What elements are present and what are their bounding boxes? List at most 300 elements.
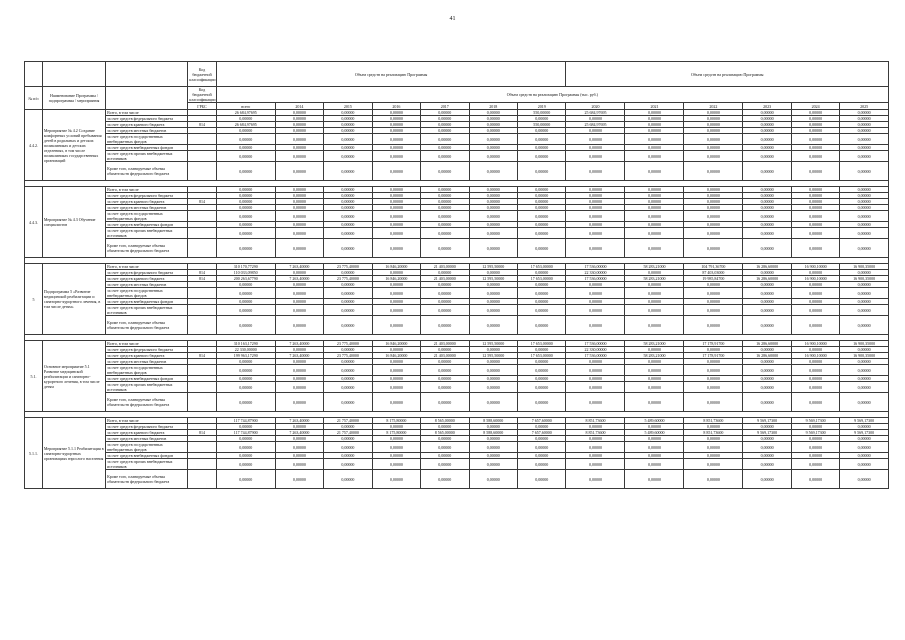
table-row	[25, 239, 889, 258]
amount-cell: 0,00000	[743, 470, 791, 489]
amount-cell: 0,00000	[840, 347, 889, 353]
amount-cell: 0,00000	[372, 299, 420, 305]
amount-cell: 0,00000	[517, 359, 566, 365]
amount-cell: 0,00000	[625, 222, 684, 228]
funding-source: за счет средств краевого бюджета	[106, 122, 188, 128]
table-row	[25, 228, 889, 239]
grbs-code	[188, 151, 216, 162]
amount-cell: 0,00000	[684, 187, 743, 193]
amount-cell: 0,00000	[743, 365, 791, 376]
amount-cell: 0,00000	[840, 239, 889, 258]
amount-cell: 58 283,21000	[625, 353, 684, 359]
amount-cell: 0,00000	[275, 453, 323, 459]
amount-cell: 16 900,35000	[840, 353, 889, 359]
amount-cell: 0,00000	[469, 205, 517, 211]
amount-cell: 0,00000	[566, 116, 625, 122]
amount-cell: 12 595,50000	[469, 264, 517, 270]
amount-cell: 0,00000	[791, 365, 839, 376]
funding-source: за счет средств местных бюджетов	[106, 436, 188, 442]
amount-cell: 0,00000	[684, 199, 743, 205]
amount-cell: 0,00000	[566, 222, 625, 228]
funding-source: за счет средств государственных внебюджетных фондов	[106, 211, 188, 222]
amount-cell: 16 900,10000	[791, 264, 839, 270]
year-header: 2022	[684, 103, 743, 110]
amount-cell: 0,00000	[566, 211, 625, 222]
amount-cell: 0,00000	[216, 316, 275, 335]
amount-cell: 0,00000	[791, 134, 839, 145]
funding-source: за счет средств прочих внебюджетных источников	[106, 228, 188, 239]
amount-cell: 0,00000	[743, 376, 791, 382]
amount-cell: 0,00000	[684, 376, 743, 382]
funding-source: за счет средств местных бюджетов	[106, 205, 188, 211]
amount-cell: 0,00000	[840, 470, 889, 489]
row-number: 5.1.	[25, 341, 43, 412]
amount-cell: 0,00000	[517, 128, 566, 134]
amount-cell: 0,00000	[791, 228, 839, 239]
amount-cell: 0,00000	[625, 442, 684, 453]
amount-cell: 0,00000	[517, 199, 566, 205]
amount-cell: 0,00000	[684, 222, 743, 228]
amount-cell: 0,00000	[517, 162, 566, 181]
amount-cell: 0,00000	[684, 470, 743, 489]
amount-cell: 7 263,40000	[275, 418, 323, 424]
amount-cell: 0,00000	[684, 442, 743, 453]
amount-cell: 0,00000	[216, 134, 275, 145]
amount-cell: 0,00000	[275, 134, 323, 145]
year-header: 2020	[566, 103, 625, 110]
amount-cell: 0,00000	[275, 282, 323, 288]
amount-cell: 0,00000	[791, 187, 839, 193]
amount-cell: 0,00000	[324, 288, 372, 299]
amount-cell: 0,00000	[791, 270, 839, 276]
header-blank	[106, 87, 188, 110]
amount-cell: 0,00000	[372, 459, 420, 470]
amount-cell: 0,00000	[517, 459, 566, 470]
amount-cell: 0,00000	[840, 393, 889, 412]
amount-cell: 0,00000	[275, 442, 323, 453]
amount-cell: 0,00000	[469, 470, 517, 489]
amount-cell: 0,00000	[840, 193, 889, 199]
amount-cell: 16 900,35000	[840, 341, 889, 347]
amount-cell: 0,00000	[372, 382, 420, 393]
year-header: 2023	[743, 103, 791, 110]
year-header: 2015	[324, 103, 372, 110]
grbs-code: 814	[188, 276, 216, 282]
amount-cell: 0,00000	[517, 299, 566, 305]
amount-cell: 0,00000	[517, 436, 566, 442]
funding-source: за счет средств местных бюджетов	[106, 128, 188, 134]
table-row	[25, 470, 889, 489]
amount-cell: 0,00000	[625, 145, 684, 151]
amount-cell: 0,00000	[625, 470, 684, 489]
amount-cell: 0,00000	[625, 134, 684, 145]
amount-cell: 58 283,21000	[625, 276, 684, 282]
amount-cell: 110 033,09850	[216, 270, 275, 276]
amount-cell: 0,00000	[743, 211, 791, 222]
amount-cell: 9 569,17300	[791, 430, 839, 436]
amount-cell: 0,00000	[743, 288, 791, 299]
amount-cell: 0,00000	[324, 211, 372, 222]
amount-cell: 0,00000	[791, 299, 839, 305]
funding-source: Кроме того, планируемые объемы обязательств федерального бюджета	[106, 393, 188, 412]
grbs-code: 814	[188, 430, 216, 436]
amount-cell: 0,00000	[566, 442, 625, 453]
grbs-code	[188, 228, 216, 239]
funding-source: за счет средств государственных внебюджетных фондов	[106, 365, 188, 376]
amount-cell: 16 846,20000	[372, 341, 420, 347]
amount-cell: 0,00000	[840, 442, 889, 453]
amount-cell: 0,00000	[372, 288, 420, 299]
amount-cell: 0,00000	[421, 442, 469, 453]
amount-cell: 0,00000	[275, 211, 323, 222]
amount-cell: 0,00000	[625, 205, 684, 211]
amount-cell: 0,00000	[517, 145, 566, 151]
amount-cell: 0,00000	[517, 305, 566, 316]
amount-cell: 0,00000	[216, 442, 275, 453]
amount-cell: 0,00000	[275, 365, 323, 376]
amount-cell: 0,00000	[275, 376, 323, 382]
amount-cell: 0,00000	[216, 211, 275, 222]
amount-cell: 199 963,17290	[216, 353, 275, 359]
amount-cell: 0,00000	[216, 376, 275, 382]
amount-cell: 0,00000	[791, 453, 839, 459]
year-header: 2024	[791, 103, 839, 110]
amount-cell: 12 595,50000	[469, 276, 517, 282]
amount-cell: 0,00000	[469, 193, 517, 199]
amount-cell: 0,00000	[372, 424, 420, 430]
amount-cell: 0,00000	[421, 436, 469, 442]
year-header: 2014	[275, 103, 323, 110]
amount-cell: 0,00000	[684, 116, 743, 122]
amount-cell: 7 263,40000	[275, 276, 323, 282]
amount-cell: 0,00000	[372, 151, 420, 162]
funding-source: за счет средств местных бюджетов	[106, 359, 188, 365]
amount-cell: 0,00000	[743, 116, 791, 122]
amount-cell: 0,00000	[275, 288, 323, 299]
amount-cell: 0,00000	[275, 199, 323, 205]
amount-cell: 0,00000	[216, 424, 275, 430]
funding-source: Кроме того, планируемые объемы обязательств федерального бюджета	[106, 316, 188, 335]
amount-cell: 0,00000	[421, 145, 469, 151]
amount-cell: 0,00000	[275, 193, 323, 199]
amount-cell: 0,00000	[216, 228, 275, 239]
amount-cell: 0,00000	[743, 145, 791, 151]
amount-cell: 0,00000	[469, 305, 517, 316]
amount-cell: 0,00000	[743, 187, 791, 193]
amount-cell: 0,00000	[566, 288, 625, 299]
amount-cell: 0,00000	[216, 162, 275, 181]
amount-cell: 12 595,50000	[469, 353, 517, 359]
amount-cell: 0,00000	[324, 122, 372, 128]
amount-cell: 0,00000	[275, 459, 323, 470]
amount-cell: 0,00000	[684, 122, 743, 128]
amount-cell: 0,00000	[324, 193, 372, 199]
amount-cell: 0,00000	[372, 376, 420, 382]
amount-cell: 0,00000	[840, 116, 889, 122]
amount-cell: 0,00000	[566, 205, 625, 211]
amount-cell: 0,00000	[324, 442, 372, 453]
amount-cell: 200 263,67790	[216, 276, 275, 282]
amount-cell: 0,00000	[216, 193, 275, 199]
amount-cell: 0,00000	[372, 199, 420, 205]
amount-cell: 0,00000	[791, 282, 839, 288]
amount-cell: 550,00000	[517, 110, 566, 116]
amount-cell: 0,00000	[372, 359, 420, 365]
amount-cell: 0,00000	[791, 162, 839, 181]
amount-cell: 0,00000	[840, 211, 889, 222]
amount-cell: 8 851,73600	[566, 418, 625, 424]
amount-cell: 0,00000	[684, 282, 743, 288]
amount-cell: 8 175,80000	[372, 430, 420, 436]
amount-cell: 0,00000	[469, 134, 517, 145]
amount-cell: 0,00000	[840, 128, 889, 134]
table-row	[25, 316, 889, 335]
amount-cell: 16 286,60000	[743, 276, 791, 282]
amount-cell: 23 775,40000	[324, 353, 372, 359]
amount-cell: 0,00000	[275, 270, 323, 276]
grbs-code: 814	[188, 122, 216, 128]
amount-cell: 0,00000	[372, 393, 420, 412]
table-row	[25, 442, 889, 453]
amount-cell: 0,00000	[566, 151, 625, 162]
amount-cell: 0,00000	[469, 116, 517, 122]
amount-cell: 0,00000	[517, 365, 566, 376]
year-header: всего	[216, 103, 275, 110]
funding-source: за счет средств прочих внебюджетных источников	[106, 151, 188, 162]
amount-cell: 0,00000	[743, 228, 791, 239]
amount-cell: 0,00000	[517, 393, 566, 412]
amount-cell: 0,00000	[469, 365, 517, 376]
amount-cell: 0,00000	[517, 453, 566, 459]
amount-cell: 0,00000	[216, 393, 275, 412]
grbs-code	[188, 162, 216, 181]
amount-cell: 7 263,40000	[275, 341, 323, 347]
amount-cell: 0,00000	[324, 239, 372, 258]
amount-cell: 0,00000	[840, 270, 889, 276]
amount-cell: 0,00000	[840, 436, 889, 442]
amount-cell: 0,00000	[324, 228, 372, 239]
header-number: № п/п	[25, 87, 43, 110]
table-row	[25, 211, 889, 222]
amount-cell: 16 286,60000	[743, 264, 791, 270]
row-number: 5.1.1.	[25, 418, 43, 489]
amount-cell: 0,00000	[275, 470, 323, 489]
amount-cell: 0,00000	[216, 453, 275, 459]
amount-cell: 0,00000	[791, 382, 839, 393]
amount-cell: 0,00000	[517, 424, 566, 430]
amount-cell: 0,00000	[324, 116, 372, 122]
amount-cell: 0,00000	[517, 228, 566, 239]
amount-cell: 0,00000	[372, 316, 420, 335]
amount-cell: 0,00000	[421, 393, 469, 412]
amount-cell: 0,00000	[791, 316, 839, 335]
amount-cell: 0,00000	[566, 359, 625, 365]
amount-cell: 0,00000	[684, 305, 743, 316]
amount-cell: 0,00000	[216, 470, 275, 489]
amount-cell: 0,00000	[469, 453, 517, 459]
amount-cell: 0,00000	[324, 299, 372, 305]
funding-source: за счет средств федерального бюджета	[106, 270, 188, 276]
amount-cell: 0,00000	[566, 459, 625, 470]
amount-cell: 16 846,20000	[372, 264, 420, 270]
amount-cell: 8 851,73600	[684, 430, 743, 436]
year-header: 2019	[517, 103, 566, 110]
amount-cell: 310 170,77290	[216, 264, 275, 270]
amount-cell: 0,00000	[372, 270, 420, 276]
amount-cell: 0,00000	[372, 282, 420, 288]
amount-cell: 0,00000	[566, 145, 625, 151]
amount-cell: 0,00000	[566, 299, 625, 305]
header-grbs: ГРБС	[188, 103, 216, 110]
amount-cell: 0,00000	[421, 122, 469, 128]
amount-cell: 0,00000	[840, 288, 889, 299]
amount-cell: 0,00000	[469, 282, 517, 288]
grbs-code	[188, 288, 216, 299]
amount-cell: 7 263,40000	[275, 353, 323, 359]
funding-source: Всего, в том числе	[106, 341, 188, 347]
amount-cell: 0,00000	[743, 424, 791, 430]
amount-cell: 0,00000	[840, 316, 889, 335]
table-row	[25, 382, 889, 393]
amount-cell: 0,00000	[840, 305, 889, 316]
amount-cell: 0,00000	[840, 199, 889, 205]
amount-cell: 117 744,87900	[216, 430, 275, 436]
amount-cell: 0,00000	[566, 134, 625, 145]
amount-cell: 0,00000	[791, 470, 839, 489]
amount-cell: 0,00000	[625, 239, 684, 258]
amount-cell: 0,00000	[275, 222, 323, 228]
amount-cell: 0,00000	[469, 442, 517, 453]
amount-cell: 16 900,35000	[840, 276, 889, 282]
amount-cell: 0,00000	[684, 145, 743, 151]
amount-cell: 21 403,00000	[421, 276, 469, 282]
amount-cell: 0,00000	[791, 128, 839, 134]
grbs-code	[188, 382, 216, 393]
amount-cell: 21 403,00000	[421, 353, 469, 359]
grbs-code: 814	[188, 199, 216, 205]
row-name: Мероприятие № 4.2 Создание комфортных условий пребывания детей в родильных и детских поликлиниках и детских отделениях, в том числе поликлиниках государственных организаций	[42, 110, 105, 181]
amount-cell: 0,00000	[372, 205, 420, 211]
header-blank	[106, 62, 188, 87]
amount-cell: 0,00000	[625, 453, 684, 459]
header-volume-sub: Объем средств на реализацию Программы (тыс. руб.)	[216, 87, 888, 103]
amount-cell: 9 569,17300	[743, 430, 791, 436]
amount-cell: 0,00000	[625, 299, 684, 305]
amount-cell: 25 684,97695	[566, 122, 625, 128]
amount-cell: 0,00000	[625, 393, 684, 412]
amount-cell: 0,00000	[421, 376, 469, 382]
amount-cell: 0,00000	[324, 187, 372, 193]
amount-cell: 0,00000	[421, 459, 469, 470]
amount-cell: 0,00000	[566, 193, 625, 199]
funding-source: за счет средств прочих внебюджетных источников	[106, 459, 188, 470]
amount-cell: 0,00000	[791, 151, 839, 162]
year-header: 2021	[625, 103, 684, 110]
header-volume-left: Объем средств на реализацию Программы	[216, 62, 566, 87]
amount-cell: 7 657,60000	[517, 430, 566, 436]
amount-cell: 0,00000	[469, 199, 517, 205]
amount-cell: 0,00000	[517, 211, 566, 222]
amount-cell: 0,00000	[684, 347, 743, 353]
amount-cell: 0,00000	[791, 288, 839, 299]
amount-cell: 0,00000	[469, 382, 517, 393]
amount-cell: 0,00000	[840, 359, 889, 365]
amount-cell: 0,00000	[840, 122, 889, 128]
amount-cell: 0,00000	[216, 128, 275, 134]
funding-source: за счет средств краевого бюджета	[106, 430, 188, 436]
amount-cell: 0,00000	[566, 436, 625, 442]
amount-cell: 0,00000	[324, 382, 372, 393]
amount-cell: 0,00000	[791, 359, 839, 365]
amount-cell: 21 757,40000	[324, 430, 372, 436]
amount-cell: 0,00000	[791, 305, 839, 316]
amount-cell: 17 536,00000	[566, 353, 625, 359]
amount-cell: 0,00000	[275, 239, 323, 258]
amount-cell: 8 851,73600	[684, 418, 743, 424]
amount-cell: 0,00000	[216, 145, 275, 151]
amount-cell: 0,00000	[625, 424, 684, 430]
amount-cell: 7 263,40000	[275, 264, 323, 270]
amount-cell: 0,00000	[566, 162, 625, 181]
amount-cell: 0,00000	[372, 187, 420, 193]
amount-cell: 0,00000	[791, 193, 839, 199]
amount-cell: 0,00000	[469, 110, 517, 116]
amount-cell: 8 175,80000	[372, 418, 420, 424]
amount-cell: 0,00000	[324, 359, 372, 365]
amount-cell: 0,00000	[372, 116, 420, 122]
amount-cell: 16 846,20000	[372, 353, 420, 359]
amount-cell: 17 178,91700	[684, 341, 743, 347]
amount-cell: 0,00000	[421, 110, 469, 116]
funding-source: за счет средств краевого бюджета	[106, 199, 188, 205]
amount-cell: 0,00000	[791, 239, 839, 258]
amount-cell: 0,00000	[840, 453, 889, 459]
amount-cell: 0,00000	[625, 116, 684, 122]
amount-cell: 23 775,40000	[324, 264, 372, 270]
amount-cell: 0,00000	[372, 442, 420, 453]
amount-cell: 0,00000	[684, 134, 743, 145]
amount-cell: 0,00000	[469, 288, 517, 299]
amount-cell: 0,00000	[791, 459, 839, 470]
page-number: 41	[449, 16, 456, 22]
amount-cell: 0,00000	[216, 116, 275, 122]
funding-source: за счет средств внебюджетных фондов	[106, 222, 188, 228]
grbs-code	[188, 134, 216, 145]
amount-cell: 0,00000	[840, 282, 889, 288]
amount-cell: 0,00000	[421, 222, 469, 228]
funding-source: Всего, в том числе	[106, 264, 188, 270]
amount-cell: 0,00000	[743, 151, 791, 162]
amount-cell: 0,00000	[469, 424, 517, 430]
amount-cell: 0,00000	[743, 442, 791, 453]
amount-cell: 0,00000	[324, 282, 372, 288]
amount-cell: 0,00000	[684, 436, 743, 442]
amount-cell: 0,00000	[684, 151, 743, 162]
amount-cell: 16 286,60000	[743, 341, 791, 347]
amount-cell: 8 851,73600	[566, 430, 625, 436]
amount-cell: 0,00000	[216, 365, 275, 376]
amount-cell: 0,00000	[275, 151, 323, 162]
amount-cell: 0,00000	[840, 110, 889, 116]
funding-source: за счет средств федерального бюджета	[106, 193, 188, 199]
amount-cell: 0,00000	[421, 382, 469, 393]
amount-cell: 0,00000	[372, 193, 420, 199]
amount-cell: 0,00000	[275, 347, 323, 353]
amount-cell: 0,00000	[566, 228, 625, 239]
amount-cell: 0,00000	[421, 187, 469, 193]
amount-cell: 0,00000	[469, 393, 517, 412]
amount-cell: 0,00000	[324, 128, 372, 134]
